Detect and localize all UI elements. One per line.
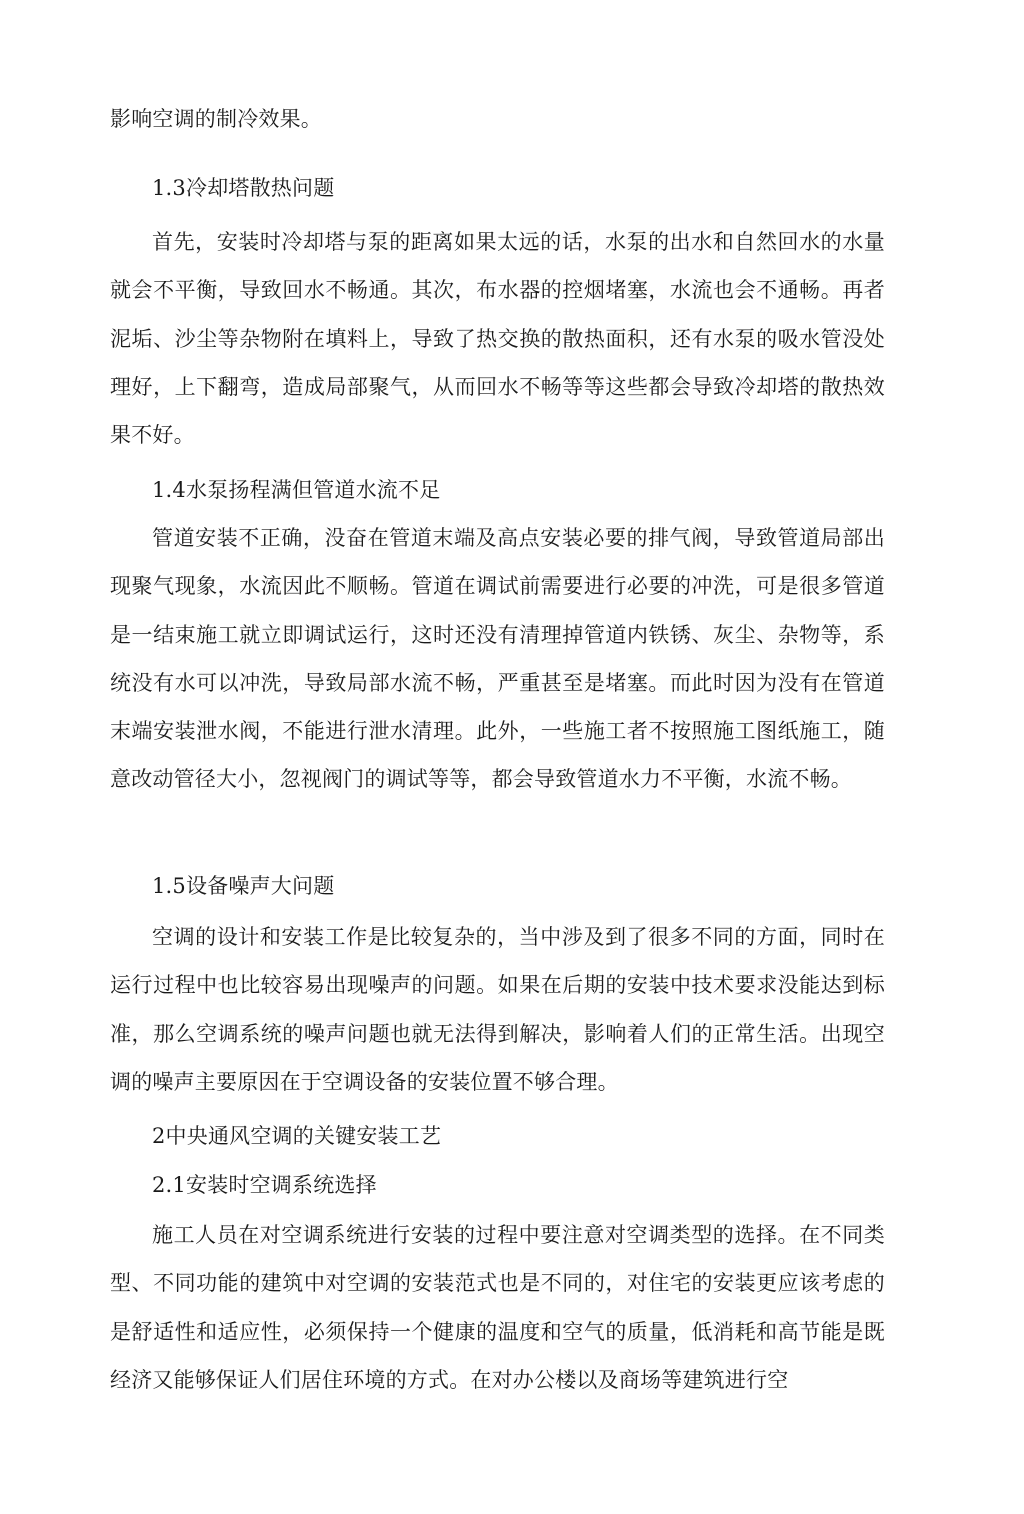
heading-2: 2中央通风空调的关键安装工艺 (152, 1124, 442, 1148)
paragraph-continuation: 影响空调的制冷效果。 (110, 107, 322, 131)
paragraph-1-4: 管道安装不正确，没奋在管道末端及高点安装必要的排气阀，导致管道局部出现聚气现象，水流因此不顺畅。管道在调试前需要进行必要的冲洗，可是很多管道是一结束施工就立即调试运行，这时还没有清理掉管道内铁锈、灰尘、杂物等，系统没有水可以冲洗，导致局部水流不畅，严重甚至是堵塞。而此时因为没有在管道末端安装泄水阀，不能进行泄水清理。此外，一些施工者不按照施工图纸施工，随意改动管径大小，忽视阀门的调试等等，都会导致管道水力不平衡，水流不畅。 (110, 526, 885, 792)
paragraph-1-3: 首先，安装时冷却塔与泵的距离如果太远的话，水泵的出水和自然回水的水量就会不平衡，导致回水不畅通。其次，布水器的控烟堵塞，水流也会不通畅。再者泥垢、沙尘等杂物附在填料上，导致了热交换的散热面积，还有水泵的吸水管没处理好，上下翻弯，造成局部聚气，从而回水不畅等等这些都会导致冷却塔的散热效果不好。 (110, 230, 885, 448)
heading-2-1: 2.1安装时空调系统选择 (152, 1173, 377, 1197)
heading-1-5: 1.5设备噪声大问题 (152, 874, 335, 898)
heading-1-3: 1.3冷却塔散热问题 (152, 176, 335, 200)
paragraph-2-1: 施工人员在对空调系统进行安装的过程中要注意对空调类型的选择。在不同类型、不同功能的建筑中对空调的安装范式也是不同的，对住宅的安装更应该考虑的是舒适性和适应性，必须保持一个健康的温度和空气的质量，低消耗和高节能是既经济又能够保证人们居住环境的方式。在对办公楼以及商场等建筑进行空 (110, 1223, 885, 1392)
heading-1-4: 1.4水泵扬程满但管道水流不足 (152, 478, 441, 502)
paragraph-1-5: 空调的设计和安装工作是比较复杂的，当中涉及到了很多不同的方面，同时在运行过程中也比较容易出现噪声的问题。如果在后期的安装中技术要求没能达到标准，那么空调系统的噪声问题也就无法得到解决，影响着人们的正常生活。出现空调的噪声主要原因在于空调设备的安装位置不够合理。 (110, 925, 885, 1094)
